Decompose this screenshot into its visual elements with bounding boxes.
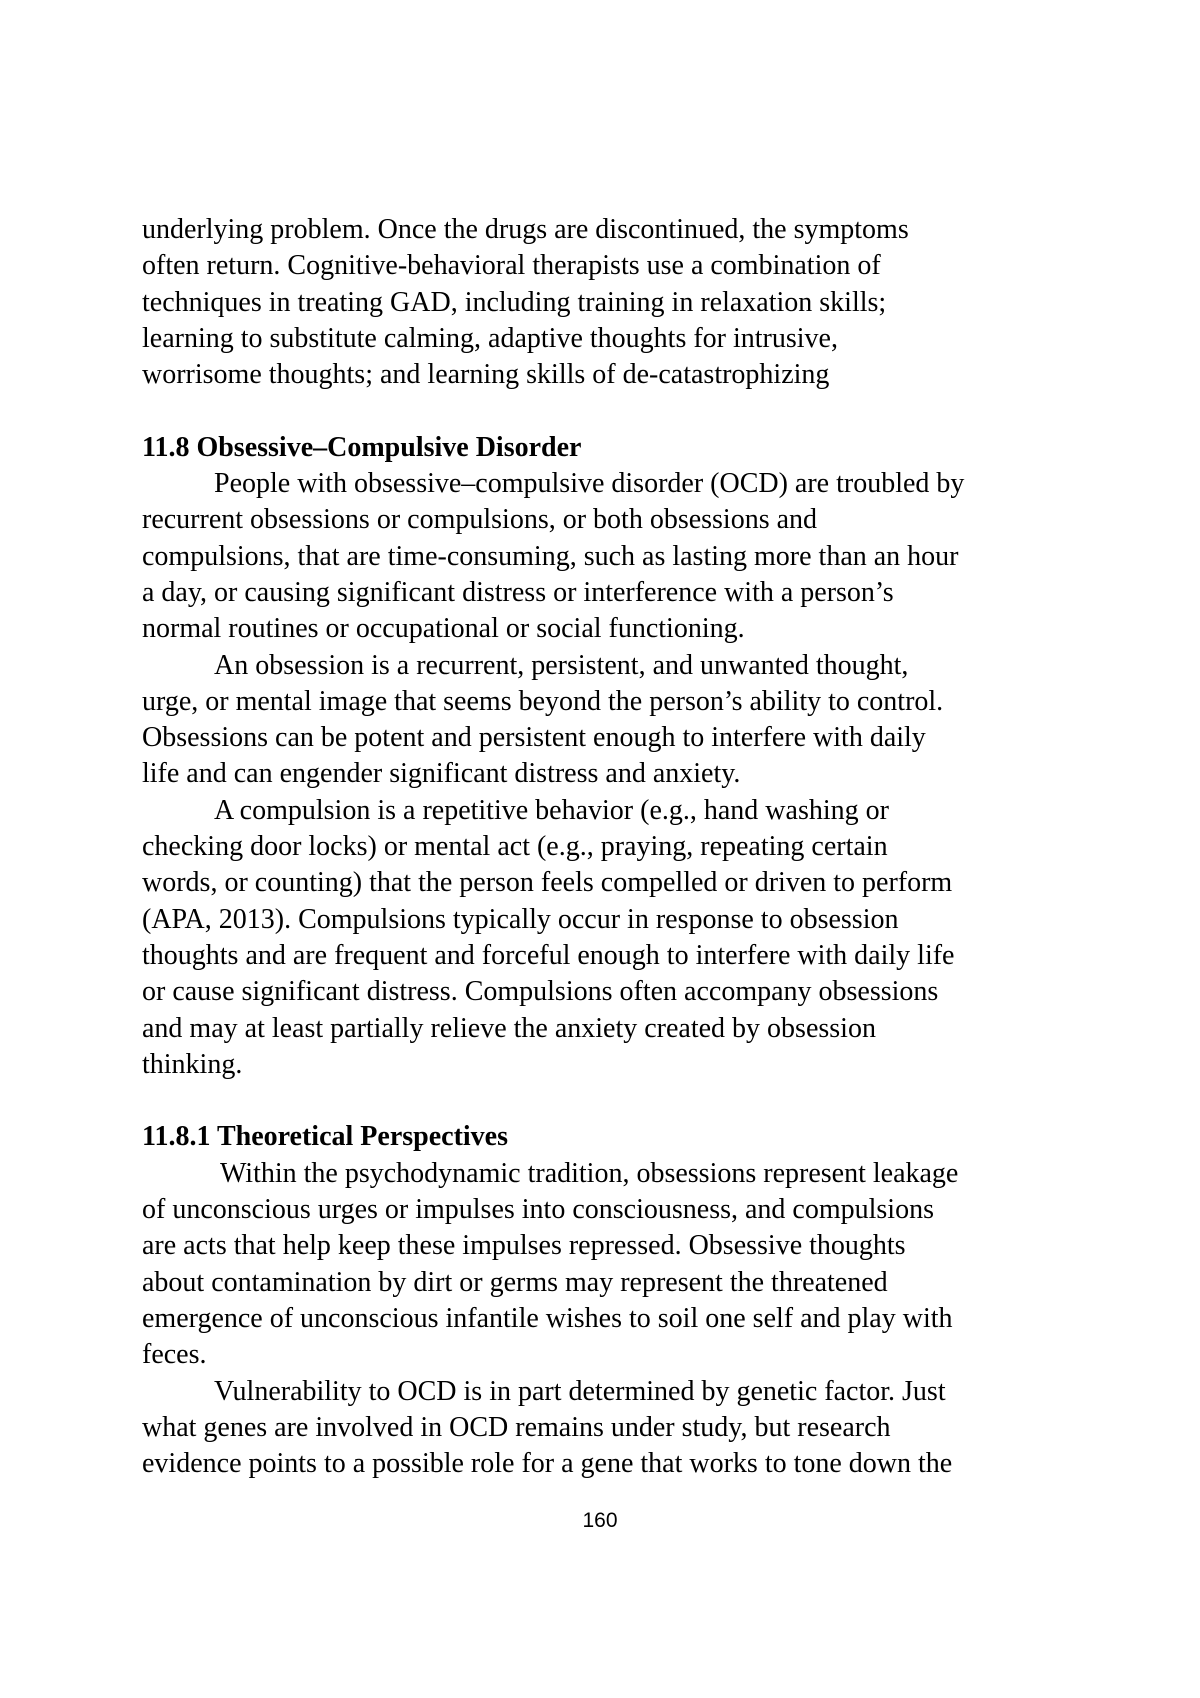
text-line: Within the psychodynamic tradition, obsessions represent leakage (220, 1157, 959, 1189)
text-line: or cause significant distress. Compulsions often accompany obsessions (142, 976, 939, 1008)
text-line: worrisome thoughts; and learning skills of de-catastrophizing (142, 359, 830, 391)
text-line: techniques in treating GAD, including training in relaxation skills; (142, 286, 887, 318)
text-line: underlying problem. Once the drugs are discontinued, the symptoms (142, 214, 909, 245)
ocd-definition-paragraph (142, 466, 1062, 647)
text-line: and may at least partially relieve the anxiety created by obsession (142, 1012, 876, 1044)
text-line: are acts that help keep these impulses repressed. Obsessive thoughts (142, 1230, 906, 1262)
text-line: Vulnerability to OCD is in part determined by genetic factor. Just (214, 1375, 946, 1407)
text-line: An obsession is a recurrent, persistent, and unwanted thought, (214, 649, 909, 681)
text-line: a day, or causing significant distress or interference with a person’s (142, 576, 894, 608)
text-line: People with obsessive–compulsive disorder (OCD) are troubled by (214, 468, 965, 500)
text-line: about contamination by dirt or germs may represent the threatened (142, 1266, 888, 1298)
text-line: emergence of unconscious infantile wishes to soil one self and play with (142, 1302, 953, 1334)
page-number: 160 (582, 1509, 618, 1532)
compulsion-paragraph (142, 793, 1062, 1083)
text-line: life and can engender significant distress and anxiety. (142, 758, 741, 790)
text-line: recurrent obsessions or compulsions, or both obsessions and (142, 504, 818, 536)
genetics-paragraph (142, 1374, 1062, 1483)
text-line: thoughts and are frequent and forceful enough to interfere with daily life (142, 939, 955, 971)
text-line: what genes are involved in OCD remains under study, but research (142, 1411, 891, 1443)
text-line: learning to substitute calming, adaptive thoughts for intrusive, (142, 322, 838, 354)
text-line: of unconscious urges or impulses into consciousness, and compulsions (142, 1194, 934, 1226)
text-line: checking door locks) or mental act (e.g., praying, repeating certain (142, 831, 888, 863)
obsession-paragraph (142, 648, 1062, 793)
body-text (142, 212, 1062, 1482)
section-heading-11-8: 11.8 Obsessive–Compulsive Disorder (142, 431, 582, 463)
text-line: Obsessions can be potent and persistent enough to interfere with daily (142, 722, 926, 754)
psychodynamic-paragraph (142, 1156, 1062, 1374)
continuation-paragraph (142, 212, 1062, 393)
text-line: feces. (142, 1339, 207, 1371)
text-line: (APA, 2013). Compulsions typically occur in response to obsession (142, 903, 899, 935)
text-line: words, or counting) that the person feels compelled or driven to perform (142, 867, 953, 899)
text-line: normal routines or occupational or social functioning. (142, 613, 745, 645)
text-line: compulsions, that are time-consuming, such as lasting more than an hour (142, 540, 959, 572)
text-line: evidence points to a possible role for a gene that works to tone down the (142, 1448, 953, 1480)
paragraph-gap (142, 393, 1062, 429)
text-line: A compulsion is a repetitive behavior (e.g., hand washing or (214, 794, 889, 826)
text-line: urge, or mental image that seems beyond the person’s ability to control. (142, 685, 944, 717)
text-line: thinking. (142, 1048, 243, 1080)
section-heading-11-8-1: 11.8.1 Theoretical Perspectives (142, 1121, 508, 1153)
paragraph-gap (142, 1083, 1062, 1119)
text-line: often return. Cognitive-behavioral therapists use a combination of (142, 250, 881, 282)
